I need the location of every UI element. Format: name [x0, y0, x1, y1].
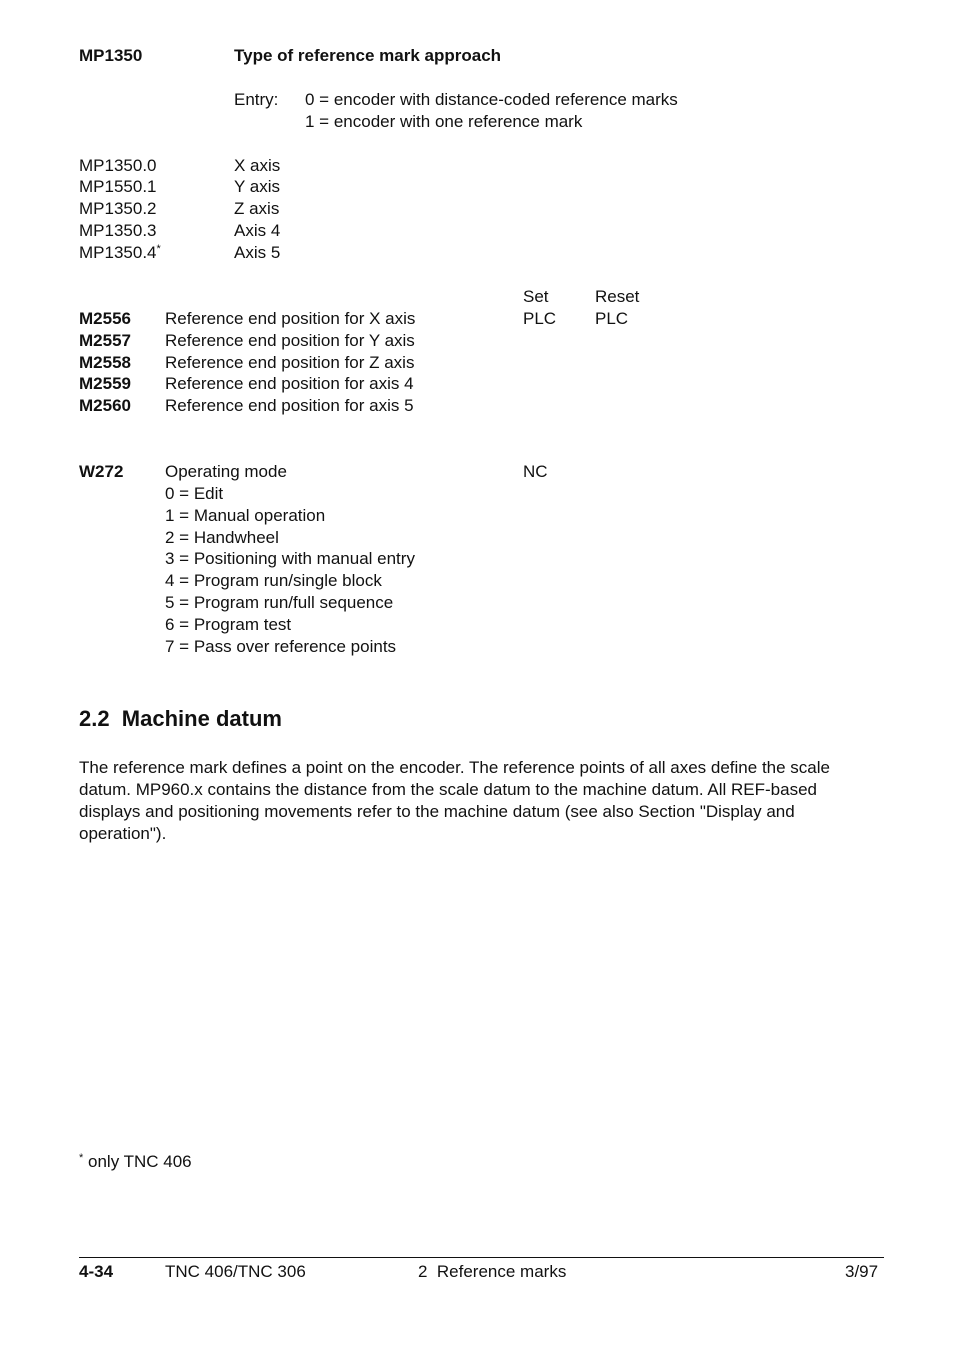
param-title: Type of reference mark approach — [234, 46, 502, 65]
footer-rule — [79, 1257, 884, 1258]
marker-desc: Reference end position for Y axis — [165, 331, 415, 350]
footnote — [79, 1151, 192, 1173]
section-body: The reference mark defines a point on the encoder. The reference points of all axes define the scale datum. MP960.x contains the distance from the scale datum to the machine datum. All REF-based displays and positioning movements refer to the machine datum (see also Section "Display and operation"). — [79, 758, 830, 843]
axis-param: MP1350.0 — [79, 156, 157, 175]
word-code: W272 — [79, 462, 124, 481]
col-reset-header: Reset — [595, 287, 640, 306]
word-title: Operating mode — [165, 462, 287, 481]
mode-item: 3 = Positioning with manual entry — [165, 549, 415, 568]
axis-name: Z axis — [234, 199, 280, 218]
chapter-title: 2 Reference marks — [418, 1262, 567, 1281]
axis-name: Y axis — [234, 177, 280, 196]
axis-name: Axis 4 — [234, 221, 281, 240]
axis-name: X axis — [234, 156, 281, 175]
mode-item: 0 = Edit — [165, 484, 224, 503]
page-number: 4-34 — [79, 1262, 114, 1281]
footnote-mark: * — [79, 1152, 84, 1164]
edition-date: 3/97 — [845, 1262, 879, 1281]
mode-item: 6 = Program test — [165, 615, 292, 634]
axis-param: MP1350.2 — [79, 199, 157, 218]
section-heading: 2.2 Machine datum — [79, 706, 282, 731]
marker-code: M2558 — [79, 353, 131, 372]
axis-param: MP1350.3 — [79, 221, 157, 240]
marker-desc: Reference end position for axis 4 — [165, 374, 414, 393]
mode-item: 2 = Handwheel — [165, 528, 279, 547]
axis-param-text: MP1350.4 — [79, 243, 157, 262]
marker-set: PLC — [523, 309, 557, 328]
marker-desc: Reference end position for axis 5 — [165, 396, 414, 415]
marker-desc: Reference end position for X axis — [165, 309, 416, 328]
mode-item: 7 = Pass over reference points — [165, 637, 397, 656]
axis-name: Axis 5 — [234, 243, 281, 262]
mode-item: 4 = Program run/single block — [165, 571, 382, 590]
mode-item: 1 = Manual operation — [165, 506, 326, 525]
axis-param — [79, 242, 161, 264]
word-set: NC — [523, 462, 548, 481]
param-code: MP1350 — [79, 46, 143, 65]
marker-code: M2559 — [79, 374, 131, 393]
axis-param: MP1550.1 — [79, 177, 157, 196]
marker-code: M2556 — [79, 309, 131, 328]
entry-option: 0 = encoder with distance-coded reference marks — [305, 90, 678, 109]
mode-item: 5 = Program run/full sequence — [165, 593, 394, 612]
product-name: TNC 406/TNC 306 — [165, 1262, 306, 1281]
entry-label: Entry: — [234, 90, 279, 109]
marker-code: M2557 — [79, 331, 131, 350]
footnote-mark: * — [156, 243, 161, 255]
marker-reset: PLC — [595, 309, 629, 328]
col-set-header: Set — [523, 287, 549, 306]
footnote-text: only TNC 406 — [83, 1152, 192, 1171]
entry-option: 1 = encoder with one reference mark — [305, 112, 583, 131]
marker-code: M2560 — [79, 396, 131, 415]
marker-desc: Reference end position for Z axis — [165, 353, 415, 372]
